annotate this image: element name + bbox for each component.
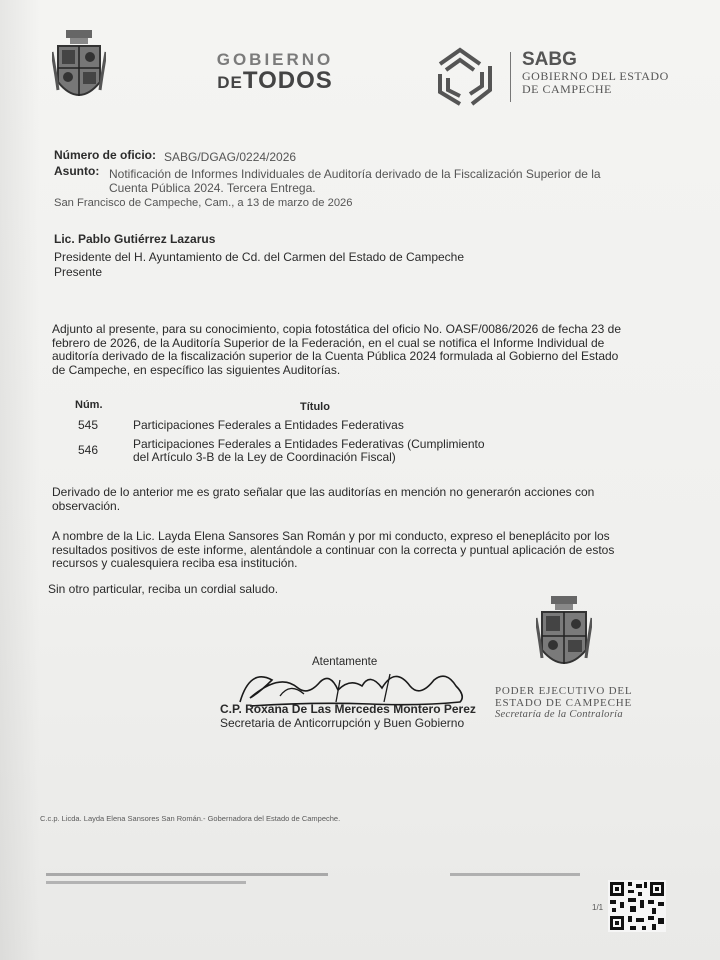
atentamente-label: Atentamente (312, 656, 378, 668)
asunto-label: Asunto: (54, 164, 100, 178)
coat-of-arms-stamp-icon (536, 596, 592, 678)
asunto-line-2: Cuenta Pública 2024. Tercera Entrega. (109, 181, 316, 195)
paragraph-1 (52, 323, 652, 377)
table-row-title-line: Participaciones Federales a Entidades Federativas (Cumplimiento (133, 437, 485, 451)
stamp-line-2: ESTADO DE CAMPECHE (495, 697, 632, 709)
oficio-value: SABG/DGAG/0224/2026 (164, 150, 297, 164)
closing-line: Sin otro particular, reciba un cordial saludo. (48, 582, 279, 596)
table-row-num: 545 (78, 418, 99, 432)
gobierno-de-todos-logo (200, 50, 350, 95)
paragraph-1-line: Adjunto al presente, para su conocimiento, copia fotostática del oficio No. OASF/0086/2026 de fecha 23 de (52, 322, 622, 336)
sabg-abbr: SABG (522, 49, 577, 70)
official-stamp (495, 685, 632, 721)
ccp-line: C.c.p. Licda. Layda Elena Sansores San Román.- Gobernadora del Estado de Campeche. (40, 814, 341, 823)
footer-address-smudge (46, 872, 336, 888)
signatory-name: C.P. Roxana De Las Mercedes Montero Perez (220, 702, 476, 716)
sabg-emblem-icon (432, 44, 498, 110)
recipient-presente: Presente (54, 265, 103, 279)
stamp-line-1: PODER EJECUTIVO DEL (495, 685, 633, 697)
oficio-label: Número de oficio: (54, 148, 157, 162)
asunto-line-1: Notificación de Informes Individuales de Auditoría derivado de la Fiscalización Superior de la (109, 167, 601, 181)
page-shadow (0, 0, 40, 960)
sabg-line-2: DE CAMPECHE (522, 82, 612, 96)
table-header-title: Título (300, 401, 330, 413)
paragraph-3-line: resultados positivos de este informe, alentándole a continuar con la correcta y puntual aplicación de estos (52, 542, 615, 557)
logo-word-todos: TODOS (242, 67, 333, 94)
place-date: San Francisco de Campeche, Cam., a 13 de marzo de 2026 (54, 197, 353, 209)
table-row-title-line: del Artículo 3-B de la Ley de Coordinación Fiscal) (133, 450, 396, 464)
sabg-logo-text (522, 50, 669, 96)
logo-word-de: DE (217, 73, 243, 92)
paragraph-1-line: de Campeche, en específico las siguientes Auditorías. (52, 362, 341, 377)
table-header-num: Núm. (75, 399, 103, 411)
paragraph-2-line: observación. (52, 498, 121, 513)
paragraph-1-line: auditoría derivado de la fiscalización superior de la Cuenta Pública 2024 formulada al Gobierno del Estado (52, 349, 619, 363)
paragraph-2 (52, 486, 652, 513)
table-row-title (133, 438, 513, 464)
footer-contact-smudge (450, 872, 590, 880)
signatory-role: Secretaria de Anticorrupción y Buen Gobierno (220, 716, 465, 730)
recipient-position: Presidente del H. Ayuntamiento de Cd. del Carmen del Estado de Campeche (54, 250, 465, 264)
paragraph-3-line: recursos y cualesquiera reciba esa institución. (52, 556, 298, 570)
table-row-num: 546 (78, 443, 99, 457)
qr-code-icon (608, 880, 666, 932)
page-number: 1/1 (592, 903, 604, 912)
logo-line-gobierno: GOBIERNO (216, 50, 334, 69)
table-row-title-line: Participaciones Federales a Entidades Federativas (133, 418, 404, 432)
stamp-line-3: Secretaría de la Contraloría (495, 709, 623, 720)
recipient-name: Lic. Pablo Gutiérrez Lazarus (54, 232, 216, 246)
paragraph-3 (52, 530, 652, 571)
coat-of-arms-icon (52, 30, 106, 110)
logo-line-de-todos (200, 67, 350, 95)
sabg-line-1: GOBIERNO DEL ESTADO (522, 69, 669, 83)
paragraph-1-line: febrero de 2026, de la Auditoría Superior de la Federación, en el cual se notifica el Informe Individual de (52, 335, 605, 350)
paragraph-2-line: Derivado de lo anterior me es grato señalar que las auditorías en mención no generarón acciones con (52, 485, 595, 499)
logo-divider (510, 52, 511, 102)
paragraph-3-line: A nombre de la Lic. Layda Elena Sansores San Román y por mi conducto, expreso el beneplácito por los (52, 529, 610, 543)
table-row-title (133, 419, 513, 432)
